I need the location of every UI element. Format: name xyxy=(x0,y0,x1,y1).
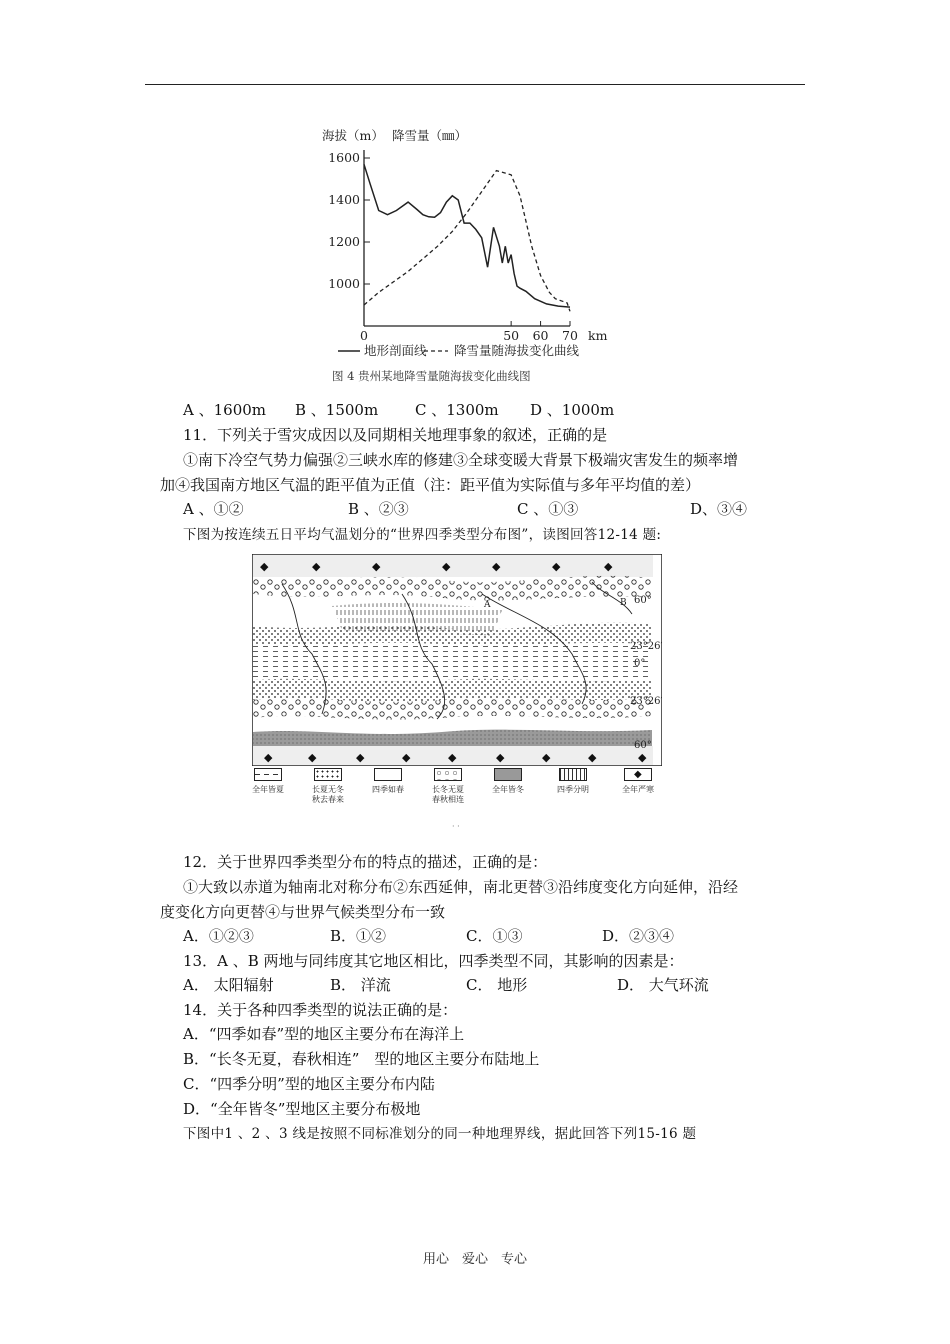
legend-label: 全年严寒 xyxy=(622,785,654,794)
legend-dashed-label: 降雪量随海拔变化曲线 xyxy=(454,343,580,358)
series-terrain-profile-line xyxy=(364,164,570,307)
diamond-icon: ◆ xyxy=(634,769,642,780)
q12-stem: 12．关于世界四季类型分布的特点的描述，正确的是： xyxy=(183,853,548,871)
y-tick-label: 1000 xyxy=(328,276,360,291)
chart-svg xyxy=(320,122,620,392)
legend-label: 四季分明 xyxy=(557,785,589,794)
legend-item-long-summer xyxy=(308,768,348,805)
q11-statement-line2: 加④我国南方地区气温的距平值为正值（注：距平值为实际值与多年平均值的差） xyxy=(160,476,701,494)
zone-all-summer xyxy=(253,643,652,681)
legend-item-spring-like xyxy=(368,768,408,795)
legend-label: 长冬无夏 春秋相连 xyxy=(432,785,464,804)
point-b-label: B xyxy=(620,598,627,608)
q11-stem: 11．下列关于雪灾成因以及同期相关地理事象的叙述，正确的是 xyxy=(183,426,608,444)
lat-label-60s: 60° xyxy=(634,740,652,751)
q15-intro: 下图中1 、2 、3 线是按照不同标准划分的同一种地理界线，据此回答下列15-16 题 xyxy=(183,1126,697,1142)
q11-option-a: A 、①② xyxy=(183,500,244,518)
q14-stem: 14．关于各种四季类型的说法正确的是： xyxy=(183,1001,458,1019)
y-tick-label: 1400 xyxy=(328,192,360,207)
decorative-dots: · · xyxy=(452,822,460,831)
q13-option-d: D． 大气环流 xyxy=(617,976,709,994)
legend-item-all-winter xyxy=(488,768,528,795)
q14-option-a: A．“四季如春”型的地区主要分布在海洋上 xyxy=(183,1025,465,1043)
q12-option-a: A．①②③ xyxy=(183,927,254,945)
header-rule xyxy=(145,84,805,85)
chart-ticks xyxy=(328,150,607,343)
map-intro: 下图为按连续五日平均气温划分的“世界四季类型分布图”，读图回答12-14 题: xyxy=(183,527,662,543)
legend-item-four-seasons xyxy=(553,768,593,795)
y-tick-label: 1600 xyxy=(328,150,360,165)
diamond-icon: ◆ xyxy=(312,560,321,573)
x-tick-label: 70 xyxy=(562,328,578,343)
q13-option-b: B． 洋流 xyxy=(330,976,391,994)
q12-option-c: C．①③ xyxy=(466,927,523,945)
q10-option-c: C 、1300m xyxy=(415,401,499,419)
q10-option-d: D 、1000m xyxy=(530,401,615,419)
x-tick-label: 60 xyxy=(532,328,549,343)
diamond-icon: ◆ xyxy=(442,560,451,573)
diamond-icon: ◆ xyxy=(264,751,273,764)
chart-caption: 图 4 贵州某地降雪量随海拔变化曲线图 xyxy=(332,369,531,383)
diamond-icon: ◆ xyxy=(260,560,269,573)
q13-option-c: C． 地形 xyxy=(466,976,528,994)
chart-legend xyxy=(338,343,580,358)
legend-label: 全年皆冬 xyxy=(492,785,524,794)
lat-label-equator: 0° xyxy=(634,658,646,669)
diamond-icon: ◆ xyxy=(496,751,505,764)
legend-label: 四季如春 xyxy=(372,785,404,794)
zone-long-summer-south xyxy=(253,679,652,702)
lat-label-60n: 60° xyxy=(634,595,652,606)
world-seasons-map xyxy=(252,554,662,766)
page-footer: 用心 爱心 专心 xyxy=(422,1252,527,1267)
q14-option-c: C．“四季分明”型的地区主要分布内陆 xyxy=(183,1075,435,1093)
diamond-icon: ◆ xyxy=(308,751,317,764)
q14-option-b: B．“长冬无夏，春秋相连” 型的地区主要分布陆地上 xyxy=(183,1050,540,1068)
q12-option-b: B．①② xyxy=(330,927,387,945)
y-tick-label: 1200 xyxy=(328,234,360,249)
q11-option-c: C 、①③ xyxy=(517,500,579,518)
q12-option-d: D．②③④ xyxy=(602,927,675,945)
diamond-icon: ◆ xyxy=(402,751,411,764)
map-legend xyxy=(248,768,668,808)
secondary-axis-label: 降雪量（㎜） xyxy=(392,128,468,143)
q14-option-d: D．“全年皆冬”型地区主要分布极地 xyxy=(183,1100,421,1118)
q12-statement-line2: 度变化方向更替④与世界气候类型分布一致 xyxy=(160,903,446,921)
legend-item-severe-cold xyxy=(618,768,658,795)
point-a-label: A xyxy=(484,600,491,610)
x-tick-label: 0 xyxy=(360,328,368,343)
zone-long-winter-south xyxy=(253,698,652,720)
chart-axes xyxy=(364,150,570,326)
q10-option-b: B 、1500m xyxy=(295,401,379,419)
x-unit-label: km xyxy=(588,328,608,343)
legend-label: 全年皆夏 xyxy=(252,785,284,794)
diamond-icon: ◆ xyxy=(588,751,597,764)
q13-stem: 13．A 、B 两地与同纬度其它地区相比，四季类型不同，其影响的因素是： xyxy=(183,952,684,970)
diamond-icon: ◆ xyxy=(604,560,613,573)
lat-label-tropic-s: 23°26′ xyxy=(630,696,662,707)
q11-option-b: B 、②③ xyxy=(348,500,409,518)
zone-all-winter-south xyxy=(253,730,652,746)
legend-item-all-summer xyxy=(248,768,288,795)
series-snowfall-curve xyxy=(364,171,570,312)
diamond-icon: ◆ xyxy=(542,751,551,764)
diamond-icon: ◆ xyxy=(372,560,381,573)
x-tick-label: 50 xyxy=(503,328,520,343)
diamond-icon: ◆ xyxy=(448,751,457,764)
diamond-icon: ◆ xyxy=(492,560,501,573)
chart-series xyxy=(364,164,570,311)
y-axis-label: 海拔（m） xyxy=(322,128,384,143)
lat-label-tropic-n: 23°26′ xyxy=(630,641,662,652)
diamond-icon: ◆ xyxy=(552,560,561,573)
diamond-icon: ◆ xyxy=(356,751,365,764)
q12-statement-line1: ①大致以赤道为轴南北对称分布②东西延伸，南北更替③沿纬度变化方向延伸，沿经 xyxy=(183,878,739,896)
map-svg xyxy=(252,554,662,766)
legend-item-long-winter xyxy=(428,768,468,805)
legend-label: 长夏无冬 秋去春来 xyxy=(312,785,344,804)
q11-statement-line1: ①南下冷空气势力偏强②三峡水库的修建③全球变暖大背景下极端灾害发生的频率增 xyxy=(183,451,739,469)
diamond-icon: ◆ xyxy=(638,751,647,764)
q11-option-d: D、③④ xyxy=(690,500,748,518)
elevation-snowfall-chart xyxy=(320,122,620,392)
q13-option-a: A． 太阳辐射 xyxy=(183,976,274,994)
q10-option-a: A 、1600m xyxy=(183,401,266,419)
legend-solid-label: 地形剖面线 xyxy=(364,343,427,358)
